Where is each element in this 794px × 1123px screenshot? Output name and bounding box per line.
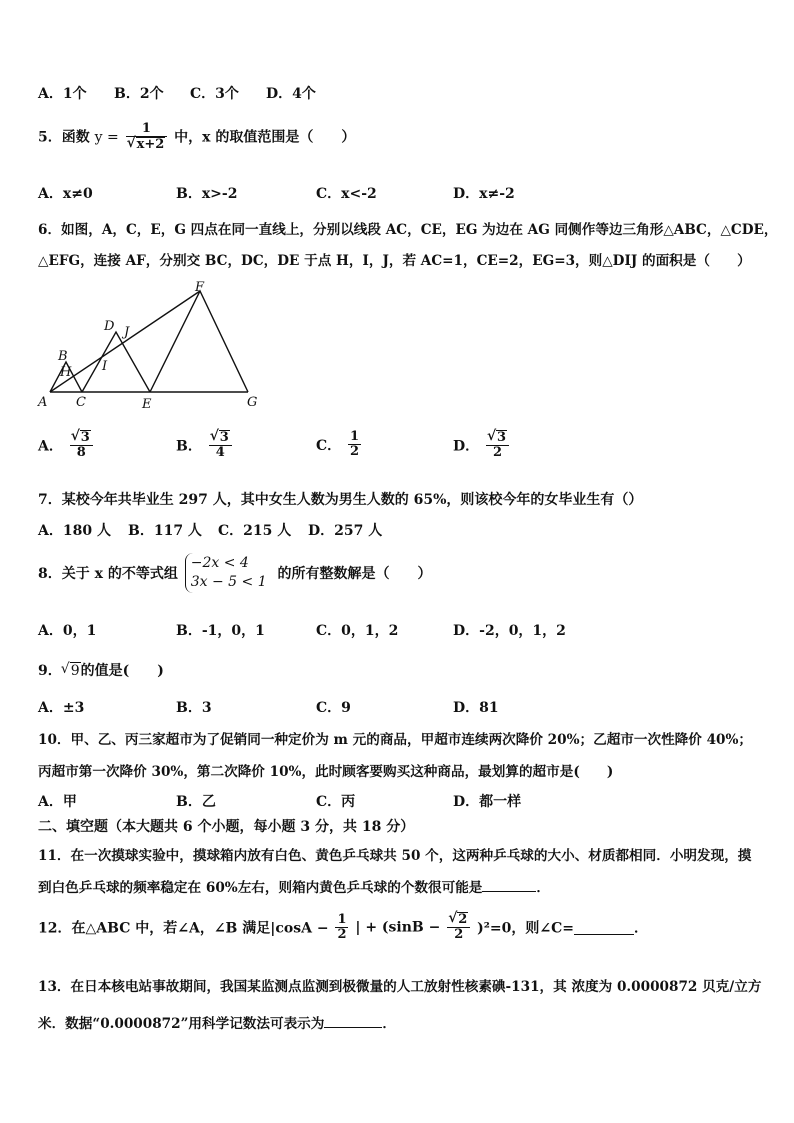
q8-option-d: D．-2，0，1，2 bbox=[453, 623, 566, 639]
q9-option-c: C．9 bbox=[316, 700, 351, 716]
q11-line2 bbox=[38, 876, 550, 896]
q9-suffix: 的值是( ) bbox=[80, 663, 164, 679]
q12-answer-blank[interactable] bbox=[574, 920, 634, 935]
q13-end: ． bbox=[382, 1016, 396, 1032]
label-j: J bbox=[124, 325, 130, 340]
q6-option-a-letter: A． bbox=[38, 438, 63, 455]
q6-option-d-num bbox=[486, 430, 509, 445]
q10-line1: 10．甲、乙、丙三家超市为了促销同一种定价为 m 元的商品，甲超市连续两次降价 20%；乙超市一次性降价 40%； bbox=[38, 732, 753, 748]
label-b: B bbox=[58, 349, 68, 364]
q6-option-d-frac bbox=[486, 430, 509, 461]
q6-option-a bbox=[38, 430, 95, 461]
line-af bbox=[50, 291, 200, 392]
q9-prefix: 9． bbox=[38, 663, 62, 679]
label-c: C bbox=[76, 395, 86, 410]
label-g: G bbox=[247, 395, 258, 410]
q8-inequality-system bbox=[185, 553, 271, 593]
q8-question bbox=[38, 553, 431, 593]
q6-option-c-num: 1 bbox=[350, 429, 360, 444]
label-e: E bbox=[142, 397, 152, 412]
q7-question: 7．某校今年共毕业生 297 人，其中女生人数为男生人数的 65%，则该校今年的女毕业生有（） bbox=[38, 492, 643, 508]
q6-option-a-num bbox=[70, 430, 93, 445]
q8-ineq-2: 3x − 5 < 1 bbox=[190, 573, 267, 590]
q6-option-d-letter: D． bbox=[453, 438, 480, 455]
q12-mid: | + (sinB − bbox=[355, 919, 441, 936]
triangle-efg bbox=[150, 291, 248, 392]
q13-line2 bbox=[38, 1012, 396, 1032]
q5-question bbox=[38, 122, 355, 153]
q4-option-a: A．1个 bbox=[38, 86, 87, 102]
triangle-cde bbox=[82, 332, 150, 392]
q6-option-a-sqrt: √ 3 bbox=[80, 430, 91, 445]
q5-option-d: D．x≠-2 bbox=[453, 186, 515, 202]
q13-answer-blank[interactable] bbox=[324, 1013, 382, 1028]
q6-option-b-letter: B． bbox=[176, 438, 202, 455]
q11-line1: 11．在一次摸球实验中，摸球箱内放有白色、黄色乒乓球共 50 个，这两种乒乓球的大小、材质都相同．小明发现，摸 bbox=[38, 848, 752, 864]
label-h: H bbox=[60, 365, 72, 380]
q6-option-b-den: 4 bbox=[209, 445, 232, 460]
q6-geometry-figure bbox=[30, 276, 270, 416]
q7-option-c: C．215 人 bbox=[218, 523, 292, 539]
q11-end: ． bbox=[536, 880, 550, 896]
label-f: F bbox=[195, 280, 205, 295]
q6-option-c bbox=[316, 430, 363, 460]
q6-option-b bbox=[176, 430, 234, 461]
q5-option-c: C．x<-2 bbox=[316, 186, 377, 202]
q5-suffix: 中，x 的取值范围是（ ） bbox=[174, 129, 356, 146]
q12-end: ． bbox=[634, 920, 649, 937]
q6-option-a-frac bbox=[70, 430, 93, 461]
section-title-fill-in: 二、填空题（本大题共 6 个小题，每小题 3 分，共 18 分） bbox=[38, 819, 415, 835]
q10-option-d: D．都一样 bbox=[453, 794, 522, 810]
q9-option-b: B．3 bbox=[176, 700, 212, 716]
q10-option-a: A．甲 bbox=[38, 794, 77, 810]
q12-frac-2 bbox=[447, 912, 470, 943]
q8-option-b: B．-1，0，1 bbox=[176, 623, 265, 639]
q6-option-c-frac bbox=[348, 430, 361, 460]
q5-func-lhs: y = bbox=[94, 129, 119, 146]
q7-option-b: B．117 人 bbox=[128, 523, 202, 539]
q12-frac-1-num: 1 bbox=[337, 911, 347, 927]
q12-frac-1-den: 2 bbox=[337, 926, 347, 942]
q4-option-d: D．4个 bbox=[266, 86, 316, 102]
q6-option-a-den: 8 bbox=[70, 445, 93, 460]
label-d: D bbox=[104, 319, 115, 334]
q8-suffix: 的所有整数解是（ ） bbox=[277, 565, 432, 582]
q6-option-b-sqrt: √ 3 bbox=[219, 430, 230, 445]
q5-fraction bbox=[126, 122, 168, 153]
q13-text: 米．数据“0.0000872”用科学记数法可表示为 bbox=[38, 1016, 325, 1032]
q6-option-c-den: 2 bbox=[350, 444, 360, 460]
q4-option-c: C．3个 bbox=[190, 86, 239, 102]
q5-prefix: 5．函数 bbox=[38, 129, 90, 146]
q12-question bbox=[38, 912, 648, 943]
q8-option-c: C．0，1，2 bbox=[316, 623, 399, 639]
q12-frac-2-den: 2 bbox=[447, 927, 470, 942]
q9-sqrt: √ 9 bbox=[70, 662, 81, 679]
q12-frac-1 bbox=[335, 913, 348, 943]
q13-line1: 13．在日本核电站事故期间，我国某监测点监测到极微量的人工放射性核素碘-131，其 浓度为 0.0000872 贝克/立方 bbox=[38, 979, 762, 995]
q5-sqrt: √ x+2 bbox=[136, 137, 166, 152]
label-i: I bbox=[102, 359, 108, 374]
q9-option-d: D．81 bbox=[453, 700, 499, 716]
q9-option-a: A．±3 bbox=[38, 700, 85, 716]
q6-option-b-num bbox=[209, 430, 232, 445]
q6-option-d bbox=[453, 430, 511, 461]
q5-option-b: B．x>-2 bbox=[176, 186, 238, 202]
q6-option-d-sqrt: √ 3 bbox=[496, 430, 507, 445]
label-a: A bbox=[38, 395, 48, 410]
q8-option-a: A．0，1 bbox=[38, 623, 97, 639]
q10-option-c: C．丙 bbox=[316, 794, 356, 810]
q10-option-b: B．乙 bbox=[176, 794, 216, 810]
q6-option-c-letter: C． bbox=[316, 437, 342, 454]
q9-question bbox=[38, 660, 164, 680]
q7-option-a: A．180 人 bbox=[38, 523, 111, 539]
q10-line2: 丙超市第一次降价 30%，第二次降价 10%，此时顾客要购买这种商品，最划算的超市是( ) bbox=[38, 764, 614, 780]
q8-prefix: 8．关于 x 的不等式组 bbox=[38, 565, 178, 582]
q12-prefix: 12．在△ABC 中，若∠A，∠B 满足|cosA − bbox=[38, 920, 329, 937]
q12-frac-2-num bbox=[447, 912, 470, 927]
q7-option-d: D．257 人 bbox=[308, 523, 383, 539]
q12-frac-2-sqrt: √ 2 bbox=[457, 912, 468, 927]
q5-option-a: A．x≠0 bbox=[38, 186, 93, 202]
q6-option-b-frac bbox=[209, 430, 232, 461]
q11-text: 到白色乒乓球的频率稳定在 60%左右，则箱内黄色乒乓球的个数很可能是 bbox=[38, 880, 483, 896]
q6-line2: △EFG，连接 AF，分别交 BC，DC，DE 于点 H，I，J，若 AC=1，CE=2，EG=3，则△DIJ 的面积是（ ） bbox=[38, 253, 751, 269]
q5-frac-den bbox=[126, 136, 168, 152]
q4-option-b: B．2个 bbox=[114, 86, 164, 102]
q12-tail: )²=0，则∠C= bbox=[477, 920, 575, 937]
q6-option-d-den: 2 bbox=[486, 445, 509, 460]
q8-ineq-1: −2x < 4 bbox=[190, 555, 249, 571]
q5-frac-num: 1 bbox=[141, 121, 151, 136]
q6-line1: 6．如图，A，C，E，G 四点在同一直线上，分别以线段 AC，CE，EG 为边在 AG 同侧作等边三角形△ABC，△CDE， bbox=[38, 222, 778, 238]
q11-answer-blank[interactable] bbox=[482, 877, 536, 892]
